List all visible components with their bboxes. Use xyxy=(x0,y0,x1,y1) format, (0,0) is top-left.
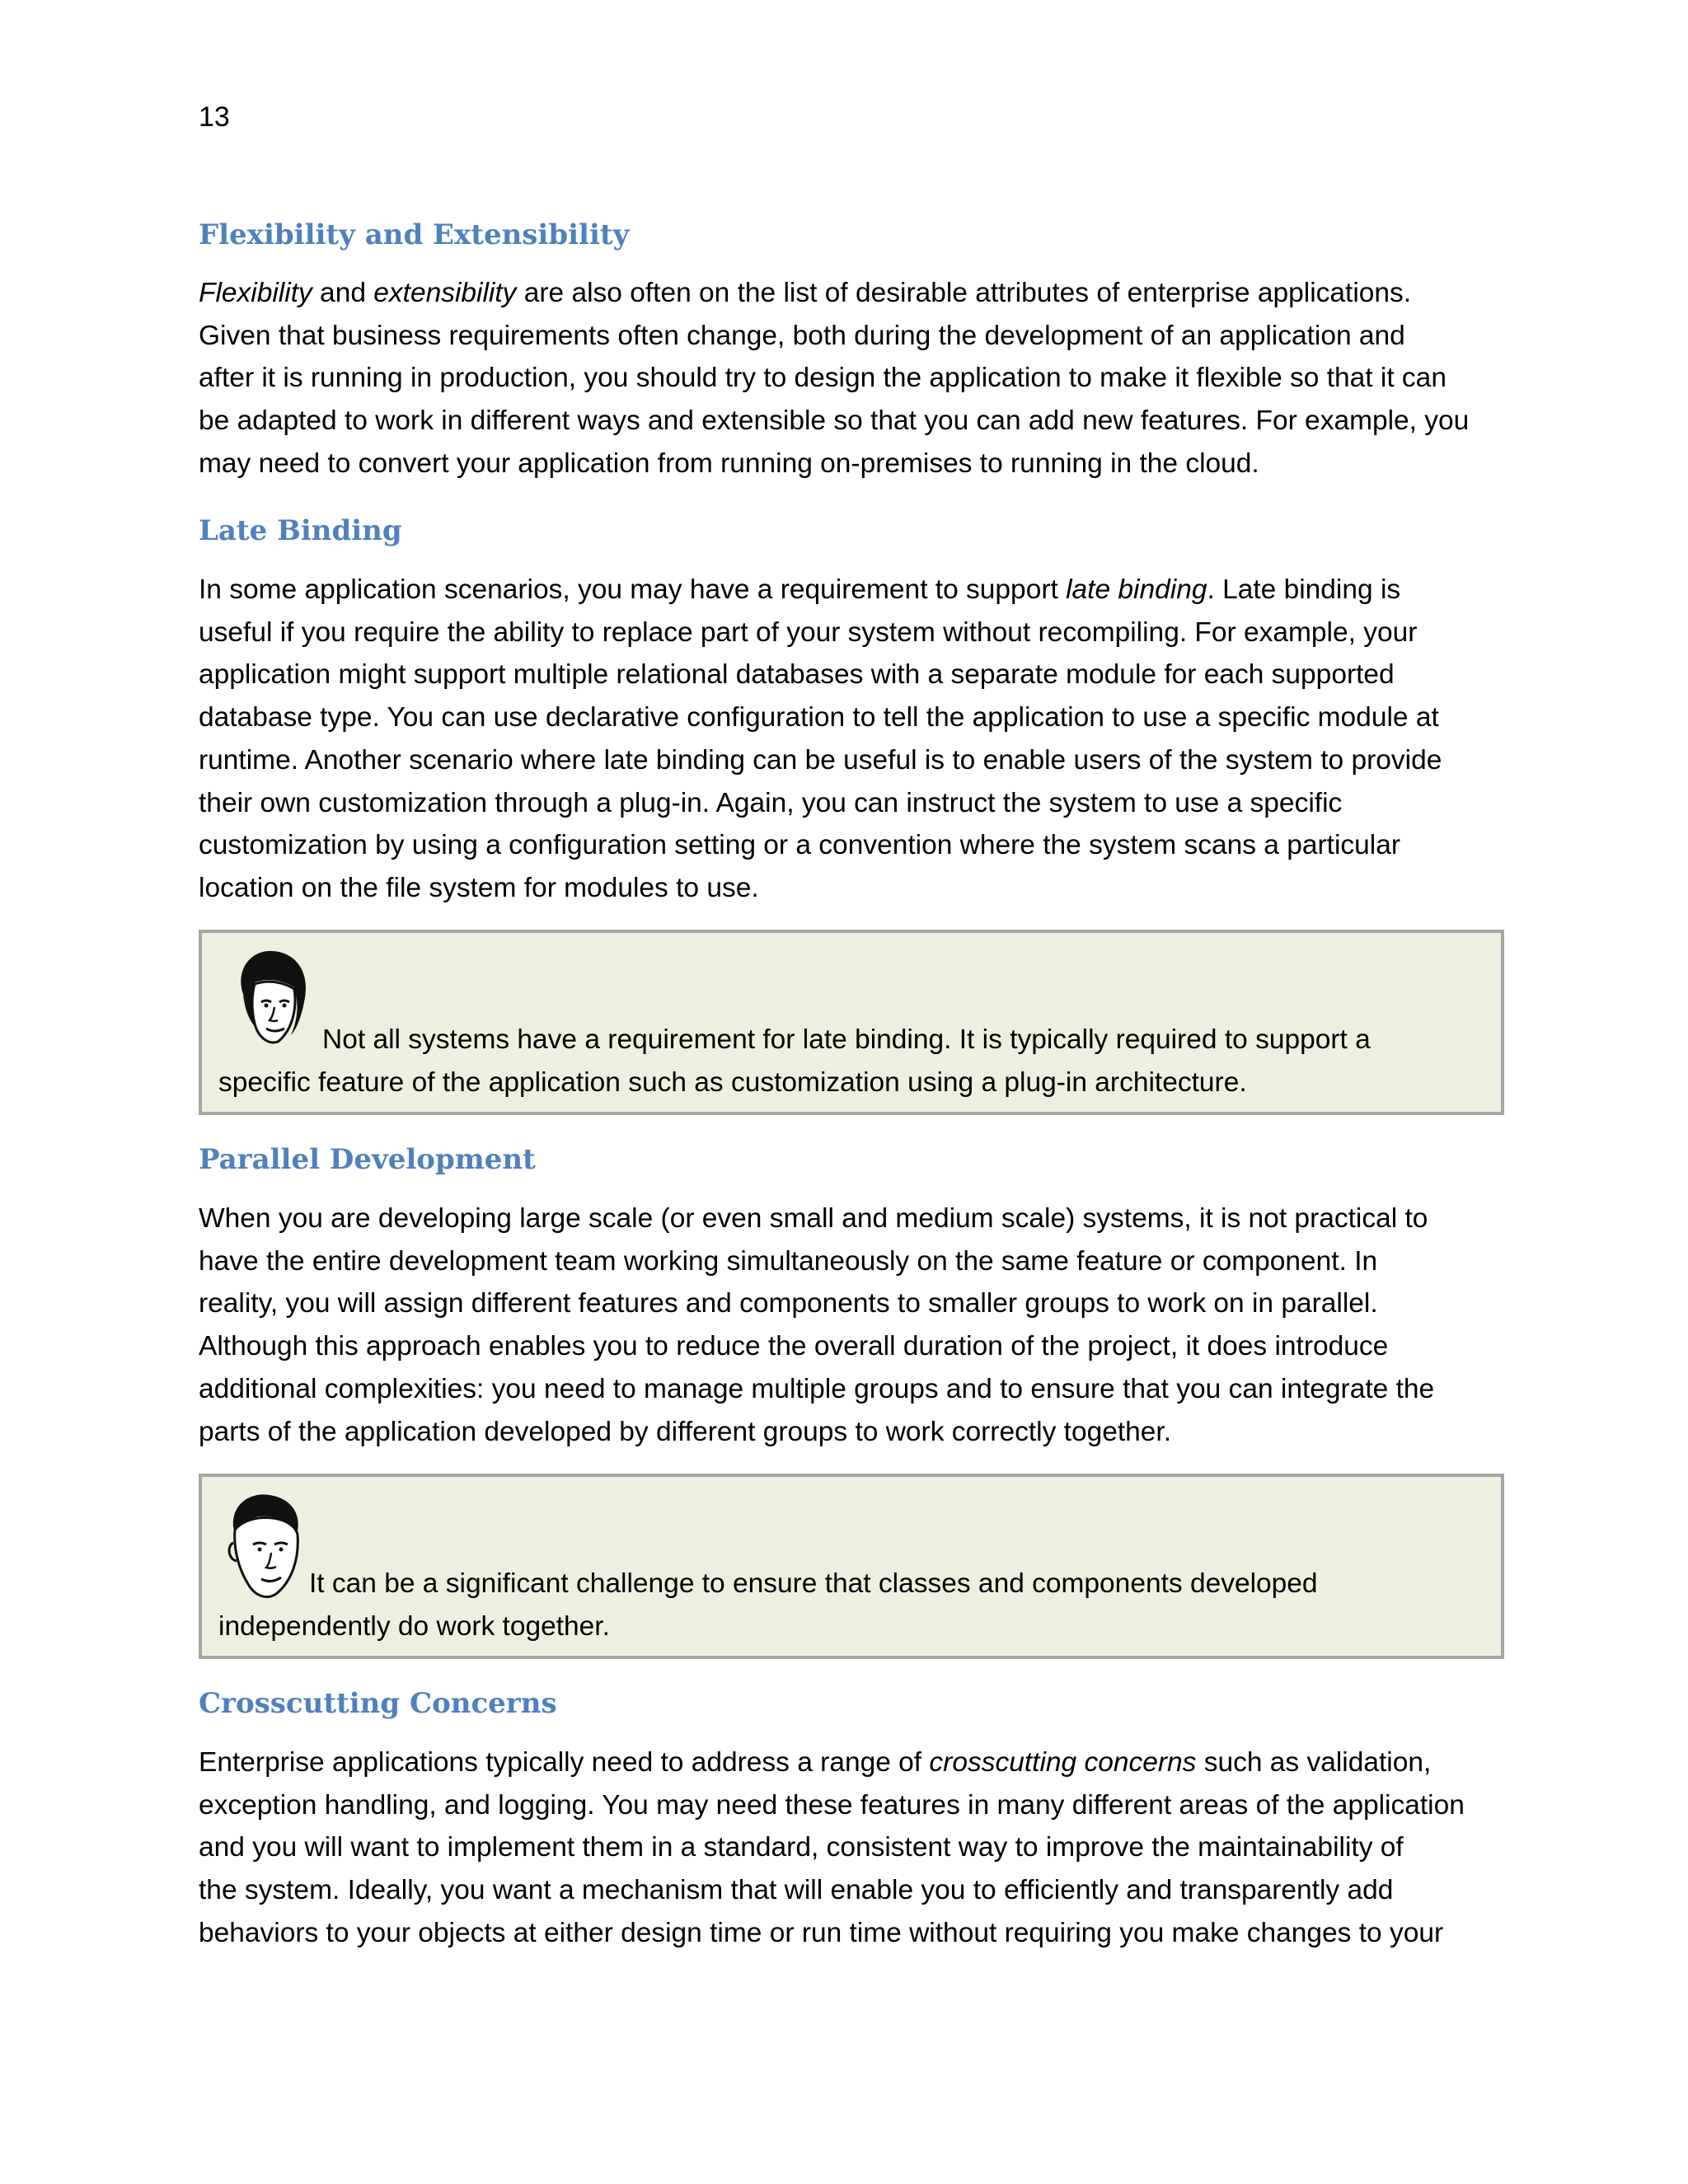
paragraph-flexibility xyxy=(199,272,1484,485)
paragraph-line xyxy=(199,696,1484,739)
paragraph-line xyxy=(199,612,1484,654)
note-late-binding-text xyxy=(218,1019,1371,1104)
paragraph-line xyxy=(199,443,1484,485)
heading-late-binding: Late Binding xyxy=(199,514,402,547)
text-run: and xyxy=(312,278,374,308)
italic-term: late binding xyxy=(1066,574,1207,605)
text-run: application might support multiple relational databases with a separate module for each supported xyxy=(199,659,1395,691)
text-run: are also often on the list of desirable attributes of enterprise applications. xyxy=(516,278,1412,308)
note-late-binding xyxy=(199,930,1504,1115)
paragraph-line xyxy=(199,357,1484,400)
paragraph-line xyxy=(199,1741,1484,1784)
paragraph-line xyxy=(199,1282,1484,1325)
paragraph-line xyxy=(199,400,1484,443)
paragraph-line xyxy=(199,272,1484,315)
paragraph-crosscutting-concerns xyxy=(199,1741,1484,1955)
text-run: behaviors to your objects at either design time or run time without requiring you make changes to your xyxy=(199,1917,1444,1948)
text-run: such as validation, xyxy=(1196,1747,1432,1778)
note-line: specific feature of the application such as customization using a plug-in architecture. xyxy=(218,1066,1247,1098)
paragraph-line xyxy=(199,782,1484,825)
text-run: customization by using a configuration setting or a convention where the system scans a particular xyxy=(199,830,1401,861)
note-line: Not all systems have a requirement for late binding. It is typically required to support a xyxy=(322,1024,1371,1055)
text-run: parts of the application developed by different groups to work correctly together. xyxy=(199,1416,1172,1447)
note-line: It can be a significant challenge to ensure that classes and components developed xyxy=(309,1568,1318,1599)
paragraph-line xyxy=(199,1368,1484,1411)
paragraph-late-binding xyxy=(199,569,1484,910)
paragraph-line xyxy=(199,1912,1484,1955)
paragraph-line xyxy=(199,1197,1484,1240)
heading-parallel-development: Parallel Development xyxy=(199,1143,536,1176)
paragraph-line xyxy=(199,315,1484,358)
text-run: runtime. Another scenario where late binding can be useful is to enable users of the system to provide xyxy=(199,744,1442,776)
heading-flexibility-and-extensibility: Flexibility and Extensibility xyxy=(199,218,630,251)
italic-term: crosscutting concerns xyxy=(929,1747,1197,1778)
text-run: may need to convert your application from running on-premises to running in the cloud. xyxy=(199,448,1259,479)
paragraph-line xyxy=(199,867,1484,910)
text-run: and you will want to implement them in a standard, consistent way to improve the maintainability of xyxy=(199,1832,1404,1863)
text-run: be adapted to work in different ways and extensible so that you can add new features. For example, you xyxy=(199,405,1470,437)
text-run: In some application scenarios, you may have a requirement to support xyxy=(199,574,1067,605)
text-run: after it is running in production, you should try to design the application to make it flexible so that it can xyxy=(199,363,1447,394)
paragraph-line xyxy=(199,1826,1484,1869)
paragraph-line xyxy=(199,824,1484,867)
note-parallel-development xyxy=(199,1474,1504,1659)
text-run: reality, you will assign different features and components to smaller groups to work on in parallel. xyxy=(199,1288,1378,1319)
paragraph-line xyxy=(199,1411,1484,1454)
text-run: When you are developing large scale (or even small and medium scale) systems, it is not practical to xyxy=(199,1203,1428,1234)
text-run: database type. You can use declarative configuration to tell the application to use a specific module at xyxy=(199,702,1439,733)
text-run: Although this approach enables you to reduce the overall duration of the project, it does introduce xyxy=(199,1331,1389,1362)
text-run: have the entire development team working simultaneously on the same feature or component. In xyxy=(199,1245,1378,1277)
paragraph-line xyxy=(199,1784,1484,1827)
paragraph-line xyxy=(199,569,1484,612)
paragraph-line xyxy=(199,1240,1484,1283)
page-number: 13 xyxy=(199,101,230,133)
text-run: Given that business requirements often change, both during the development of an application and xyxy=(199,320,1405,351)
text-run: location on the file system for modules to use. xyxy=(199,872,759,903)
text-run: . Late binding is xyxy=(1207,574,1401,605)
text-run: the system. Ideally, you want a mechanism that will enable you to efficiently and transparently add xyxy=(199,1875,1394,1906)
text-run: exception handling, and logging. You may need these features in many different areas of the application xyxy=(199,1789,1465,1821)
paragraph-line xyxy=(199,739,1484,782)
paragraph-parallel-development xyxy=(199,1197,1484,1453)
heading-crosscutting-concerns: Crosscutting Concerns xyxy=(199,1687,557,1720)
text-run: their own customization through a plug-in. Again, you can instruct the system to use a specific xyxy=(199,787,1343,818)
italic-term: Flexibility xyxy=(199,278,312,308)
text-run: useful if you require the ability to replace part of your system without recompiling. For example, your xyxy=(199,616,1418,648)
text-run: additional complexities: you need to manage multiple groups and to ensure that you can integrate the xyxy=(199,1373,1435,1404)
paragraph-line xyxy=(199,1869,1484,1912)
paragraph-line xyxy=(199,654,1484,696)
paragraph-line xyxy=(199,1325,1484,1368)
note-parallel-development-text xyxy=(218,1563,1318,1647)
note-line: independently do work together. xyxy=(218,1610,610,1642)
text-run: Enterprise applications typically need to address a range of xyxy=(199,1747,930,1778)
italic-term: extensibility xyxy=(373,278,517,308)
